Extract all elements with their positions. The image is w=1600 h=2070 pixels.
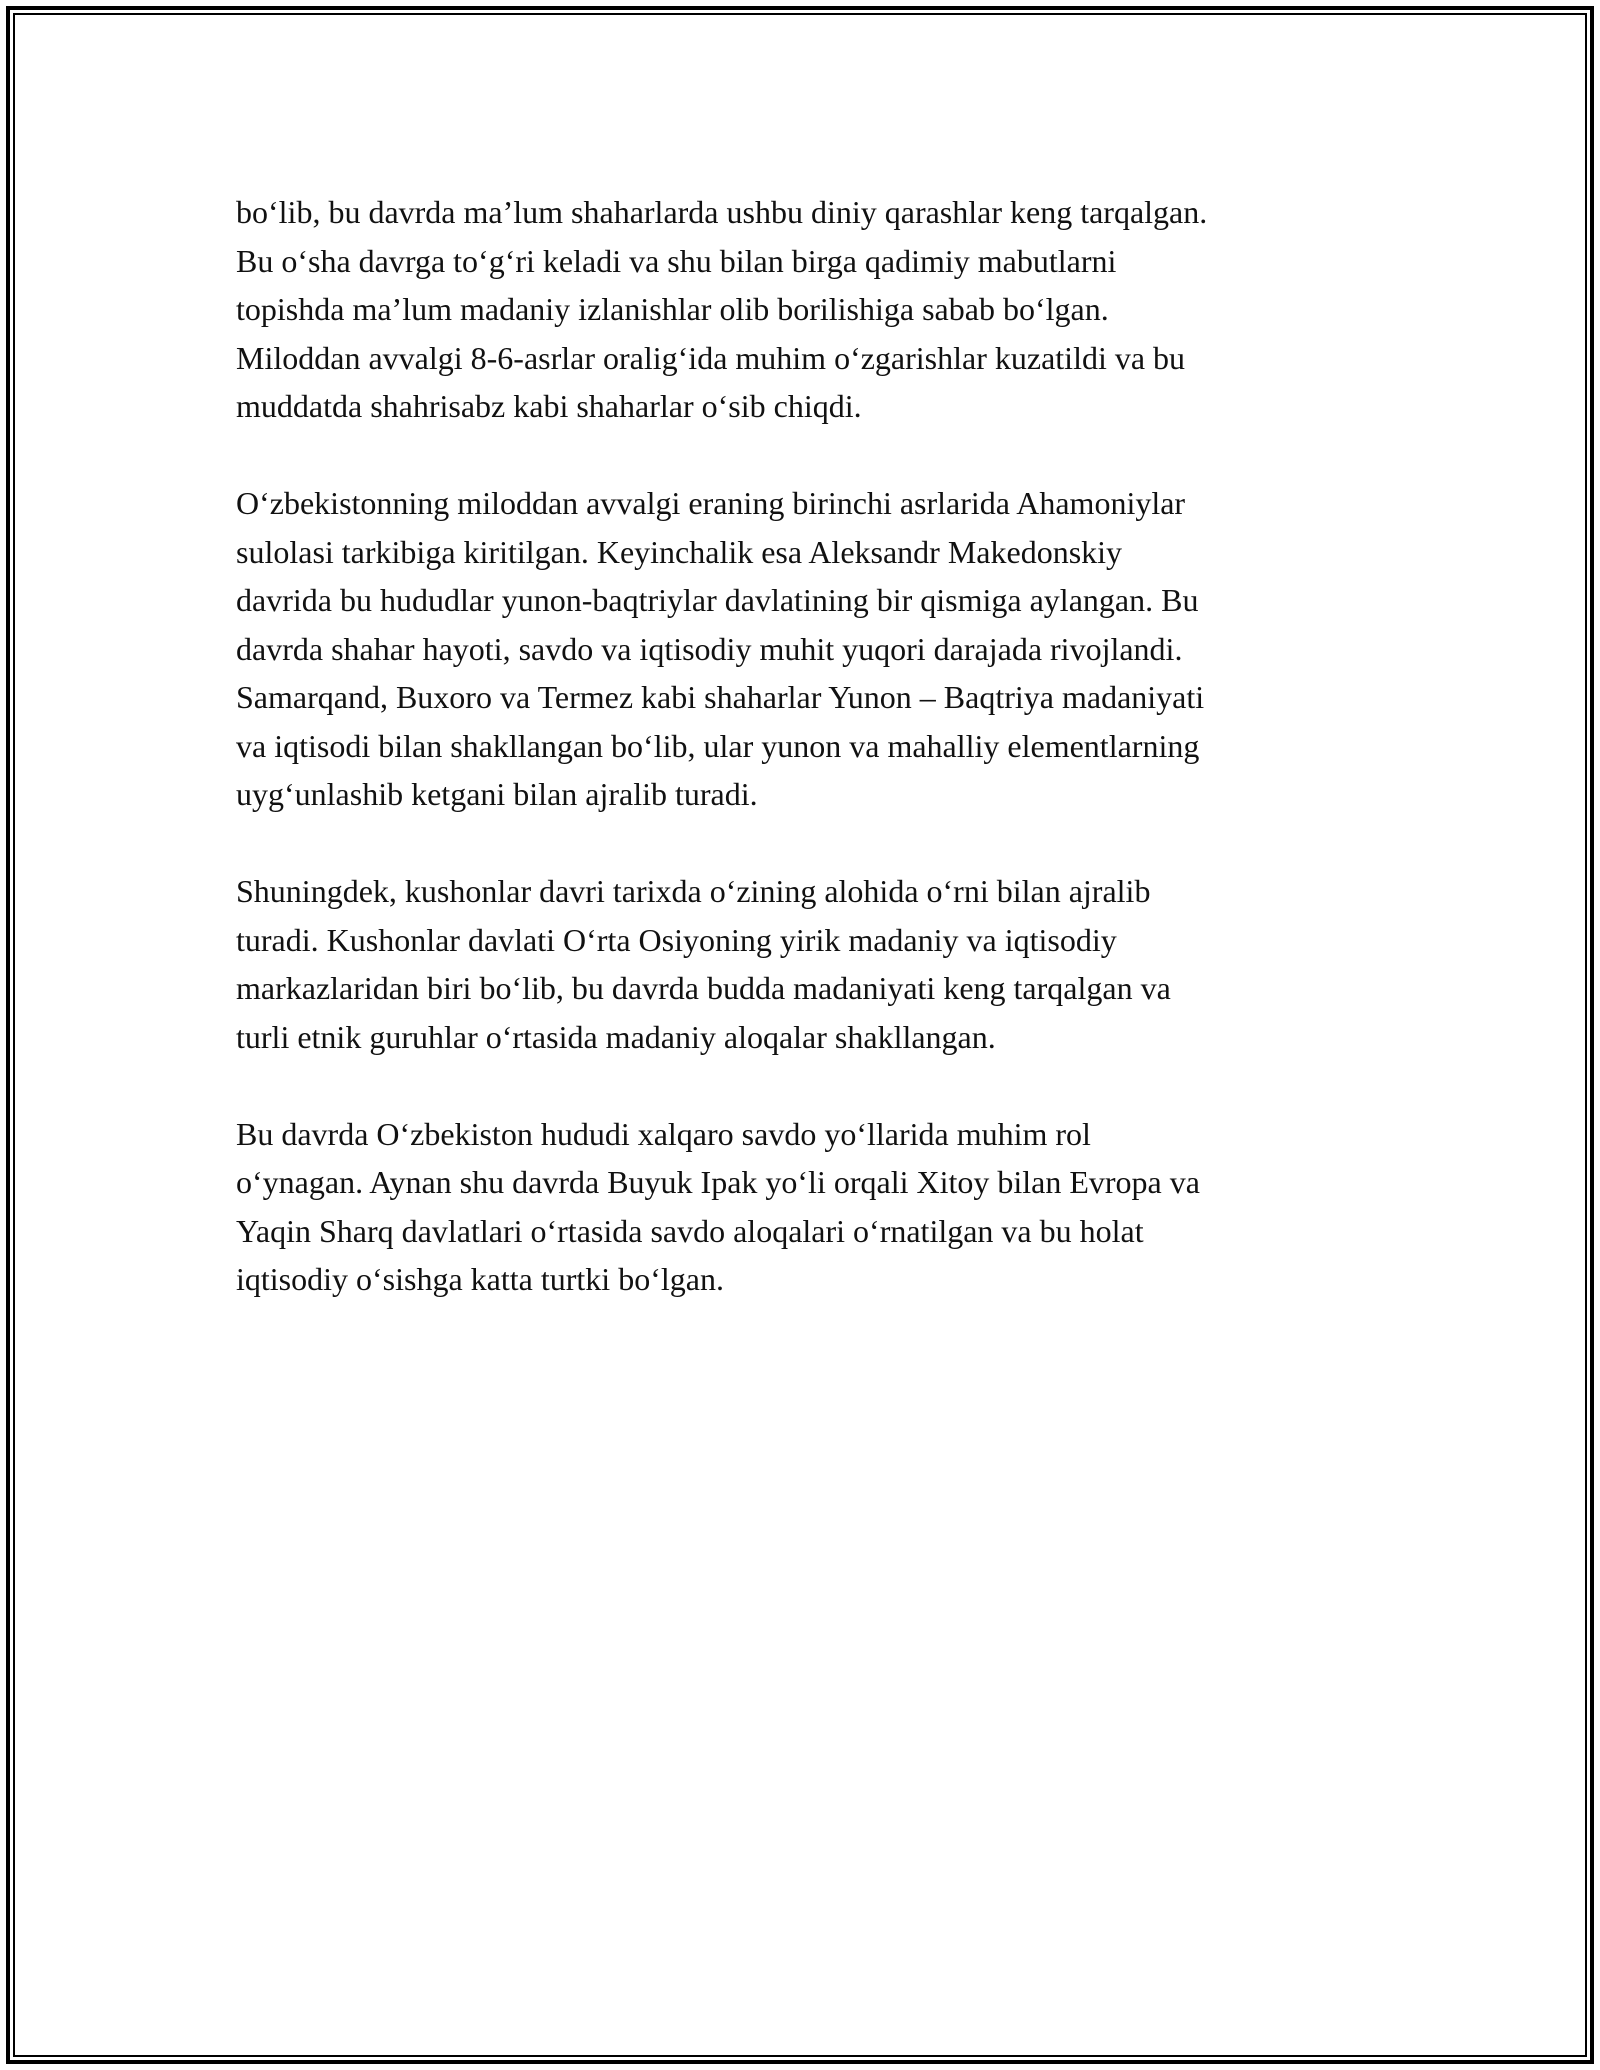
paragraph-3 <box>236 867 1371 1061</box>
text-line: Shuningdek, kushonlar davri tarixda o‘zining alohida o‘rni bilan ajralib <box>236 873 1151 909</box>
text-line: muddatda shahrisabz kabi shaharlar o‘sib chiqdi. <box>236 388 862 424</box>
text-line: turli etnik guruhlar o‘rtasida madaniy aloqalar shakllangan. <box>236 1018 996 1055</box>
text-line: Bu o‘sha davrga to‘g‘ri keladi va shu bilan birga qadimiy mabutlarni <box>236 242 1117 279</box>
text-line: Yaqin Sharq davlatlari o‘rtasida savdo aloqalari o‘rnatilgan va bu holat <box>236 1212 1144 1249</box>
paragraph-1 <box>236 188 1371 431</box>
paragraph-2 <box>236 479 1371 819</box>
text-line: sulolasi tarkibiga kiritilgan. Keyinchalik esa Aleksandr Makedonskiy <box>236 533 1123 570</box>
text-line: turadi. Kushonlar davlati O‘rta Osiyoning yirik madaniy va iqtisodiy <box>236 921 1117 958</box>
text-line: markazlaridan biri bo‘lib, bu davrda budda madaniyati keng tarqalgan va <box>236 970 1171 1006</box>
text-line: Miloddan avvalgi 8-6-asrlar oralig‘ida muhim o‘zgarishlar kuzatildi va bu <box>236 339 1186 376</box>
text-line: iqtisodiy o‘sishga katta turtki bo‘lgan. <box>236 1261 724 1297</box>
text-line: davrida bu hududlar yunon-baqtriylar davlatining bir qismiga aylangan. Bu <box>236 582 1199 618</box>
document-body <box>236 188 1371 1352</box>
paragraph-4 <box>236 1110 1371 1304</box>
text-line: Samarqand, Buxoro va Termez kabi shaharlar Yunon – Baqtriya madaniyati <box>236 679 1205 715</box>
text-line: O‘zbekistonning miloddan avvalgi eraning birinchi asrlarida Ahamoniylar <box>236 485 1186 521</box>
text-line: uyg‘unlashib ketgani bilan ajralib turadi. <box>236 776 758 812</box>
text-line: va iqtisodi bilan shakllangan bo‘lib, ular yunon va mahalliy elementlarning <box>236 727 1200 764</box>
text-line: topishda ma’lum madaniy izlanishlar olib borilishiga sabab bo‘lgan. <box>236 291 1109 327</box>
text-line: bo‘lib, bu davrda ma’lum shaharlarda ushbu diniy qarashlar keng tarqalgan. <box>236 194 1208 230</box>
text-line: davrda shahar hayoti, savdo va iqtisodiy muhit yuqori darajada rivojlandi. <box>236 630 1183 667</box>
text-line: o‘ynagan. Aynan shu davrda Buyuk Ipak yo‘li orqali Xitoy bilan Evropa va <box>236 1164 1200 1200</box>
text-line: Bu davrda O‘zbekiston hududi xalqaro savdo yo‘llarida muhim rol <box>236 1115 1091 1152</box>
